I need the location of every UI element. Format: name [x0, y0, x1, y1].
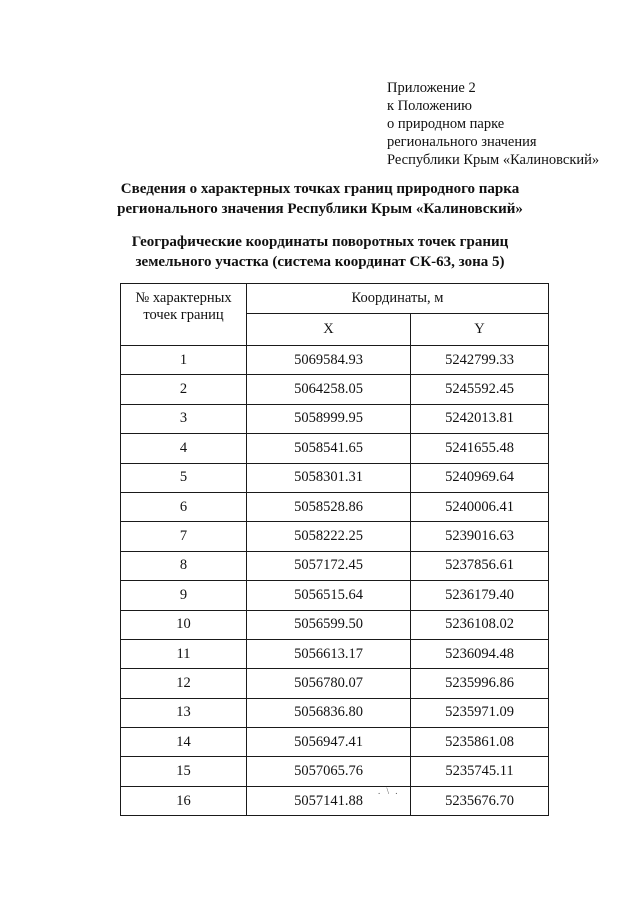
cell-y: 5242799.33 [411, 346, 549, 375]
document-subtitle-line: земельного участка (система координат СК-63, зона 5) [135, 254, 505, 270]
table-row [121, 786, 549, 815]
cell-point-number: 6 [121, 492, 247, 521]
cell-point-number: 1 [121, 346, 247, 375]
table-row [121, 639, 549, 668]
cell-x: 5056515.64 [247, 581, 411, 610]
table-row [121, 551, 549, 580]
cell-x: 5056780.07 [247, 669, 411, 698]
cell-point-number: 10 [121, 610, 247, 639]
header-y: Y [411, 314, 549, 346]
cell-x: 5056836.80 [247, 698, 411, 727]
cell-y: 5240969.64 [411, 463, 549, 492]
table-row [121, 669, 549, 698]
table-row [121, 757, 549, 786]
appendix-block [387, 79, 599, 169]
cell-y: 5235745.11 [411, 757, 549, 786]
scan-mark: . \ . [378, 786, 400, 796]
cell-point-number: 16 [121, 786, 247, 815]
cell-x: 5056947.41 [247, 728, 411, 757]
cell-y: 5235676.70 [411, 786, 549, 815]
cell-x: 5064258.05 [247, 375, 411, 404]
appendix-line: к Положению [387, 98, 472, 114]
cell-point-number: 3 [121, 404, 247, 433]
cell-y: 5237856.61 [411, 551, 549, 580]
document-title [0, 179, 640, 219]
table-row [121, 492, 549, 521]
cell-x: 5056613.17 [247, 639, 411, 668]
cell-y: 5235861.08 [411, 728, 549, 757]
cell-point-number: 7 [121, 522, 247, 551]
cell-point-number: 15 [121, 757, 247, 786]
cell-x: 5058301.31 [247, 463, 411, 492]
cell-point-number: 13 [121, 698, 247, 727]
cell-point-number: 2 [121, 375, 247, 404]
table-row [121, 581, 549, 610]
cell-point-number: 4 [121, 434, 247, 463]
appendix-line: Приложение 2 [387, 80, 476, 96]
cell-point-number: 11 [121, 639, 247, 668]
document-title-line: Сведения о характерных точках границ природного парка [120, 181, 520, 197]
table-row [121, 434, 549, 463]
header-x: X [247, 314, 411, 346]
cell-y: 5239016.63 [411, 522, 549, 551]
cell-y: 5236108.02 [411, 610, 549, 639]
cell-x: 5058999.95 [247, 404, 411, 433]
cell-y: 5242013.81 [411, 404, 549, 433]
appendix-line: регионального значения [387, 134, 537, 150]
table-row [121, 522, 549, 551]
document-subtitle-line: Географические координаты поворотных точек границ [131, 234, 509, 250]
header-point-number-line2: точек границ [143, 307, 224, 323]
cell-x: 5058528.86 [247, 492, 411, 521]
header-point-number [121, 284, 247, 346]
cell-x: 5056599.50 [247, 610, 411, 639]
cell-y: 5245592.45 [411, 375, 549, 404]
cell-x: 5057141.88 [247, 786, 411, 815]
table-body [121, 346, 549, 816]
table-row [121, 404, 549, 433]
cell-x: 5058541.65 [247, 434, 411, 463]
cell-y: 5235996.86 [411, 669, 549, 698]
cell-point-number: 14 [121, 728, 247, 757]
document-subtitle [0, 232, 640, 272]
cell-point-number: 12 [121, 669, 247, 698]
header-coordinates: Координаты, м [247, 284, 549, 314]
cell-x: 5069584.93 [247, 346, 411, 375]
cell-point-number: 8 [121, 551, 247, 580]
cell-y: 5241655.48 [411, 434, 549, 463]
table-row [121, 463, 549, 492]
cell-point-number: 5 [121, 463, 247, 492]
cell-x: 5057172.45 [247, 551, 411, 580]
table-row [121, 346, 549, 375]
document-title-line: регионального значения Республики Крым «Калиновский» [117, 201, 523, 217]
cell-x: 5058222.25 [247, 522, 411, 551]
cell-x: 5057065.76 [247, 757, 411, 786]
table-row [121, 698, 549, 727]
cell-y: 5235971.09 [411, 698, 549, 727]
table-row [121, 375, 549, 404]
table-row [121, 728, 549, 757]
header-point-number-line1: № характерных [135, 290, 232, 306]
cell-y: 5240006.41 [411, 492, 549, 521]
cell-y: 5236094.48 [411, 639, 549, 668]
cell-point-number: 9 [121, 581, 247, 610]
table-row [121, 610, 549, 639]
coordinates-table [120, 283, 549, 816]
appendix-line: Республики Крым «Калиновский» [387, 152, 600, 168]
cell-y: 5236179.40 [411, 581, 549, 610]
appendix-line: о природном парке [387, 116, 505, 132]
